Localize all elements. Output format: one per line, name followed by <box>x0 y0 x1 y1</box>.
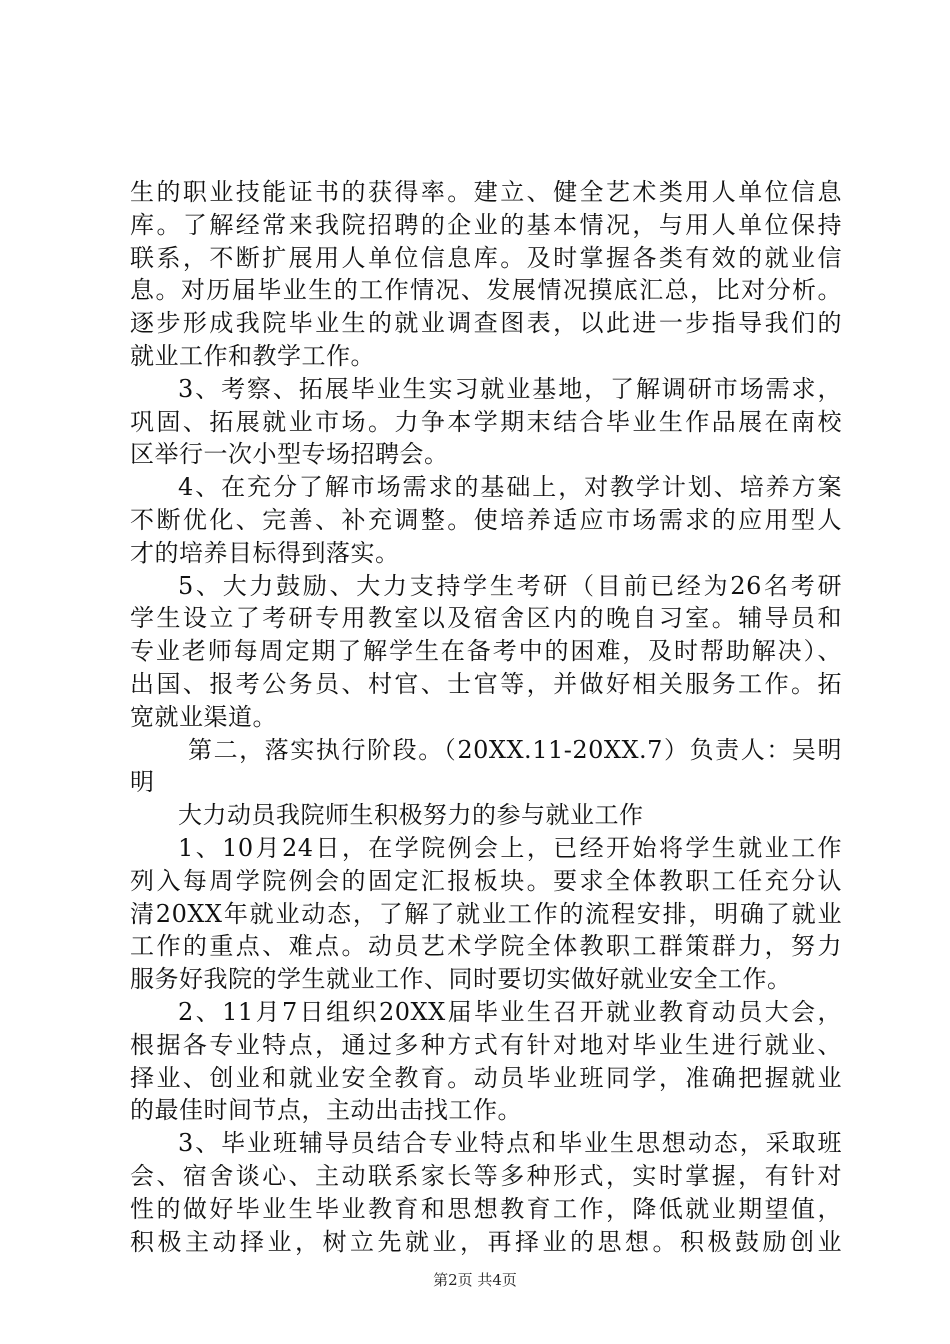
text-line: 的最佳时间节点，主动出击找工作。 <box>130 1096 522 1125</box>
text-line: 生的职业技能证书的获得率。建立、健全艺术类用人单位信息 <box>130 178 842 206</box>
text-line: 性的做好毕业生毕业教育和思想教育工作，降低就业期望值， <box>130 1194 842 1223</box>
text-line: 服务好我院的学生就业工作、同时要切实做好就业安全工作。 <box>130 965 792 994</box>
text-line: 1、10月24日，在学院例会上，已经开始将学生就业工作 <box>178 833 842 862</box>
text-line: 5、大力鼓励、大力支持学生考研（目前已经为26名考研 <box>178 571 842 600</box>
text-line: 积极主动择业，树立先就业，再择业的思想。积极鼓励创业 <box>130 1227 842 1256</box>
text-line: 明 <box>130 768 155 797</box>
text-line: 巩固、拓展就业市场。力争本学期末结合毕业生作品展在南校 <box>130 407 842 436</box>
text-line: 就业工作和教学工作。 <box>130 341 375 370</box>
text-line: 3、考察、拓展毕业生实习就业基地，了解调研市场需求， <box>178 374 842 403</box>
text-line: 4、在充分了解市场需求的基础上，对教学计划、培养方案 <box>178 473 842 502</box>
text-line: 库。了解经常来我院招聘的企业的基本情况，与用人单位保持 <box>130 210 842 239</box>
text-line: 才的培养目标得到落实。 <box>130 538 400 567</box>
document-body <box>130 176 842 1258</box>
page-footer: 第2页 共4页 <box>433 1271 517 1289</box>
text-line: 出国、报考公务员、村官、士官等，并做好相关服务工作。拓 <box>130 669 842 698</box>
text-line: 大力动员我院师生积极努力的参与就业工作 <box>178 801 644 830</box>
text-line: 根据各专业特点，通过多种方式有针对地对毕业生进行就业、 <box>130 1030 842 1059</box>
text-line: 联系，不断扩展用人单位信息库。及时掌握各类有效的就业信 <box>130 243 842 272</box>
text-line: 列入每周学院例会的固定汇报板块。要求全体教职工任充分认 <box>130 866 842 895</box>
text-line: 学生设立了考研专用教室以及宿舍区内的晚自习室。辅导员和 <box>130 604 842 633</box>
text-line: 会、宿舍谈心、主动联系家长等多种形式，实时掌握，有针对 <box>130 1161 842 1190</box>
text-line: 区举行一次小型专场招聘会。 <box>130 440 449 469</box>
text-line: 逐步形成我院毕业生的就业调查图表，以此进一步指导我们的 <box>130 309 842 338</box>
text-line: 专业老师每周定期了解学生在备考中的困难，及时帮助解决）、 <box>130 637 842 666</box>
text-line: 息。对历届毕业生的工作情况、发展情况摸底汇总，比对分析。 <box>130 276 842 305</box>
text-line: 3、毕业班辅导员结合专业特点和毕业生思想动态，采取班 <box>178 1129 842 1158</box>
text-line: 2、11月7日组织20XX届毕业生召开就业教育动员大会， <box>178 997 842 1026</box>
text-line: 清20XX年就业动态，了解了就业工作的流程安排，明确了就业 <box>130 899 842 928</box>
text-line: 不断优化、完善、补充调整。使培养适应市场需求的应用型人 <box>130 505 842 534</box>
text-line: 工作的重点、难点。动员艺术学院全体教职工群策群力，努力 <box>130 932 842 961</box>
text-line: 宽就业渠道。 <box>130 702 277 731</box>
text-line: 择业、创业和就业安全教育。动员毕业班同学，准确把握就业 <box>130 1063 842 1092</box>
text-line: 第二，落实执行阶段。（20XX.11-20XX.7）负责人：吴明 <box>188 735 842 764</box>
